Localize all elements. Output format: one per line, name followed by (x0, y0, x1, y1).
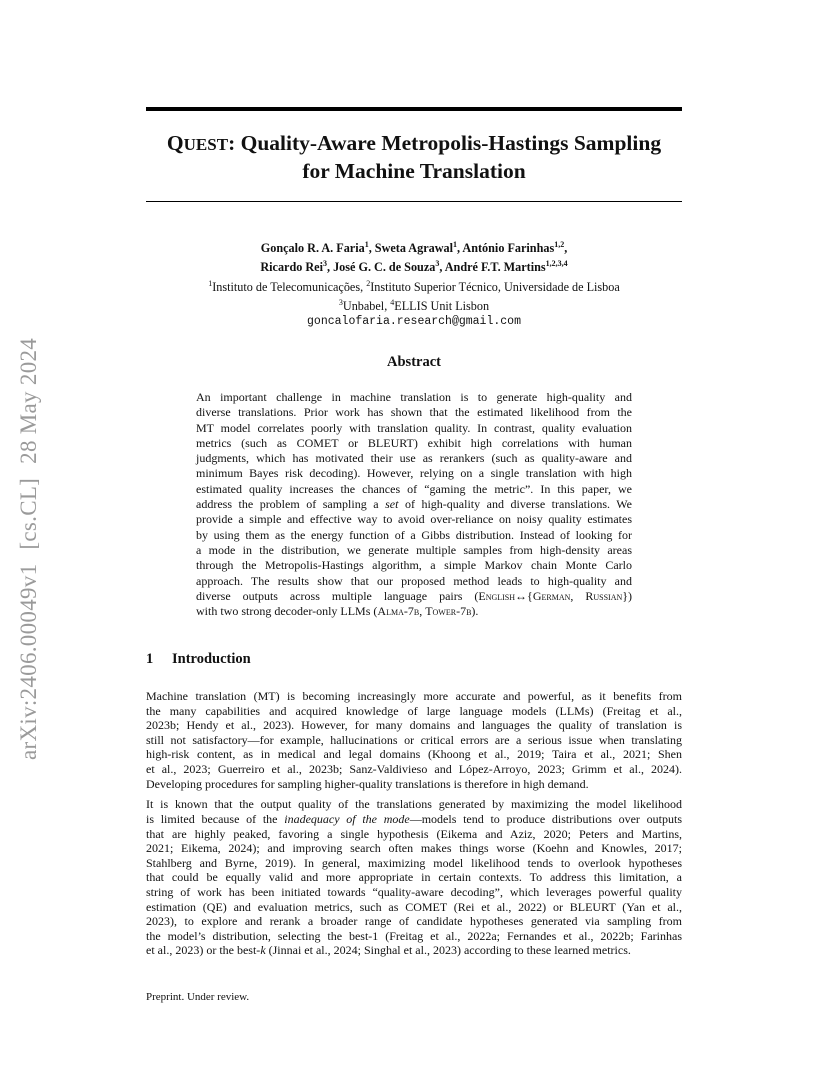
paragraph (146, 797, 682, 958)
author-name: Sweta Agrawal (374, 241, 453, 256)
text-run: diverse outputs across multiple language pairs ( (196, 588, 479, 603)
author-name: António Farinhas (462, 241, 555, 256)
affiliation-line-2 (146, 295, 682, 314)
arxiv-stamp (16, 338, 42, 760)
author-affiliation-mark: 3 (435, 259, 440, 269)
author-name: André F.T. Martins (444, 260, 546, 275)
text-run: , (570, 588, 586, 603)
abstract-line: a mode in the distribution, we generate multiple samples from high-density areas (196, 542, 632, 557)
text-run: with two strong decoder-only LLMs ( (196, 604, 378, 619)
title-quest-initial: Q (166, 131, 184, 155)
body-line: 2021; Eikema, 2024); and improving search often makes things worse (Koehn and Knowles, 2017; (146, 841, 682, 856)
text-run: is limited because of the (146, 811, 285, 826)
text-run: address the problem of sampling a (196, 497, 386, 512)
text-run: et al., 2023) or the best- (146, 943, 261, 958)
title-bottom-rule (146, 201, 682, 202)
abstract-line: through the Metropolis-Hastings algorithm, a simple Markov chain Monte Carlo (196, 558, 632, 573)
affiliation-text: ELLIS Unit Lisbon (394, 298, 490, 313)
abstract-line-italic (196, 497, 632, 512)
body-line: that are highly peaked, favoring a single hypothesis (Eikema and Aziz, 2020; Peters and Martins, (146, 826, 682, 841)
body-line: string of work has been initiated towards “quality-aware decoding”, which leverages powerful quality (146, 884, 682, 899)
abstract-heading: Abstract (387, 354, 441, 370)
text-run: ). (471, 604, 479, 619)
language-english: English (478, 588, 516, 603)
body-line: the model’s distribution, selecting the best-1 (Freitag et al., 2022a; Fernandes et al., 2022b; Farinhas (146, 928, 682, 943)
body-text (146, 689, 682, 964)
body-line: 2023), to explore and rerank a broader range of candidate hypotheses generated via sampling from (146, 914, 682, 929)
text-run: (Jinnai et al., 2024; Singhal et al., 2023) according to these learned metrics. (265, 943, 631, 958)
footer-note: Preprint. Under review. (146, 991, 250, 1003)
text-run: , (419, 604, 426, 619)
body-line: the many capabilities and acquired knowledge of large language models (LLMs) (Freitag et al., (146, 703, 682, 718)
author-block (146, 237, 682, 330)
abstract-line: by using them as the energy function of a Gibbs distribution. Instead of looking for (196, 527, 632, 542)
author-email[interactable]: goncalofaria.research@gmail.com (307, 315, 521, 329)
abstract-line (196, 604, 632, 619)
body-line: that could be equally valid and more appropriate in certain contexts. To address this limitation, a (146, 870, 682, 885)
author-line-1: Gonçalo R. A. Faria$^1$, Sweta Agrawal$^1$, António Farinhas$^{1,2}$, (260, 240, 568, 256)
paper-title (146, 130, 682, 185)
affiliation-line-1 (146, 276, 682, 295)
affiliation-text: Instituto Superior Técnico, Universidade de Lisboa (370, 279, 620, 294)
title-quest-rest: UEST (183, 135, 229, 154)
body-line (146, 943, 682, 958)
paragraph (146, 689, 682, 791)
affiliation-text: Unbabel, (342, 298, 391, 313)
title-line-1 (146, 130, 682, 158)
model-tower: Tower-7b (425, 604, 472, 619)
abstract-line: MT model correlates poorly with translation quality. In contrast, quality evaluation (196, 420, 632, 435)
abstract-line: provide a simple and effective way to avoid over-reliance on noisy quality estimates (196, 512, 632, 527)
author-affiliation-mark: 3 (322, 259, 327, 269)
body-line: estimation (QE) and evaluation metrics, such as COMET (Rei et al., 2022) or BLEURT (Yan et al., (146, 899, 682, 914)
emphasis: inadequacy of the mode (284, 811, 410, 826)
abstract-line: judgments, which has motivated their use as rerankers (such as quality-aware and (196, 451, 632, 466)
abstract-line (196, 589, 632, 604)
author-name: Gonçalo R. A. Faria (260, 241, 365, 256)
author-line-2: Ricardo Rei$^3$, José G. C. de Souza$^3$, André F.T. Martins$^{1,2,3,4}$ (260, 259, 568, 275)
section-title: Introduction (172, 651, 251, 667)
body-line: still not satisfactory—for example, hallucinations or critical errors are a serious issue when translating (146, 732, 682, 747)
emphasis: k (260, 943, 266, 958)
abstract-body (196, 390, 632, 619)
title-line-1-rest: : Quality-Aware Metropolis-Hastings Sampling (228, 131, 662, 155)
emphasis: set (385, 497, 399, 512)
body-line: Machine translation (MT) is becoming increasingly more accurate and powerful, as it benefits from (146, 689, 682, 703)
body-line: Developing procedures for sampling higher-quality translations is therefore in high demand. (146, 776, 589, 791)
author-affiliation-mark: 1 (453, 240, 457, 249)
body-line: high-risk content, as in medical and legal domains (Khoong et al., 2019; Taira et al., 2021; Shen (146, 747, 682, 762)
arxiv-date: 28 May 2024 (16, 337, 41, 464)
arxiv-id: arXiv:2406.00049v1 (16, 563, 41, 760)
abstract-line: diverse translations. Prior work has shown that the estimated likelihood from the (196, 405, 632, 420)
text-run: }) (622, 588, 633, 603)
affiliation-number: 4 (390, 297, 395, 307)
section-heading (146, 651, 251, 668)
abstract-line: approach. The results show that our proposed method leads to high-quality and (196, 573, 632, 588)
text-run: ↔{ (515, 588, 533, 603)
body-line (146, 812, 682, 827)
affiliation-number: 3 (338, 297, 343, 307)
title-line-2: for Machine Translation (302, 159, 526, 183)
affiliation-text: Instituto de Telecomunicações, (212, 279, 367, 294)
affiliation-number: 1 (208, 278, 213, 288)
abstract-line: An important challenge in machine translation is to generate high-quality and (196, 390, 632, 404)
language-german: German (532, 588, 571, 603)
author-affiliation-mark: 1 (364, 240, 369, 249)
affiliation-number: 2 (366, 278, 371, 288)
author-name: Ricardo Rei (260, 260, 323, 275)
author-affiliation-mark: 1,2 (554, 240, 565, 249)
model-alma: Alma-7b (377, 604, 420, 619)
text-run: of high-quality and diverse translations. We (398, 497, 632, 512)
title-top-rule (146, 107, 682, 111)
language-russian: Russian (585, 588, 623, 603)
abstract-line: metrics (such as COMET or BLEURT) exhibit high correlations with human (196, 435, 632, 450)
author-name: José G. C. de Souza (333, 260, 436, 275)
text-run: —models tend to produce distributions over outputs (409, 811, 682, 826)
body-line: 2023b; Hendy et al., 2023). However, for many domains and languages the quality of translation is (146, 718, 682, 733)
author-affiliation-mark: 1,2,3,4 (545, 259, 568, 269)
abstract-line: estimated quality increases the chances of “gaming the metric”. In this paper, we (196, 481, 632, 496)
body-line: et al., 2023; Guerreiro et al., 2023b; Sanz-Valdivieso and López-Arroyo, 2023; Grimm et al., 2024). (146, 761, 682, 776)
section-number: 1 (146, 651, 154, 667)
arxiv-category: [cs.CL] (16, 477, 41, 550)
abstract-line: minimum Bayes risk decoding). However, relying on a single translation with high (196, 466, 632, 481)
body-line: Stahlberg and Byrne, 2019). In general, maximizing model likelihood tends to overlook hypotheses (146, 855, 682, 870)
body-line: It is known that the output quality of the translations generated by maximizing the model likelihood (146, 797, 682, 812)
